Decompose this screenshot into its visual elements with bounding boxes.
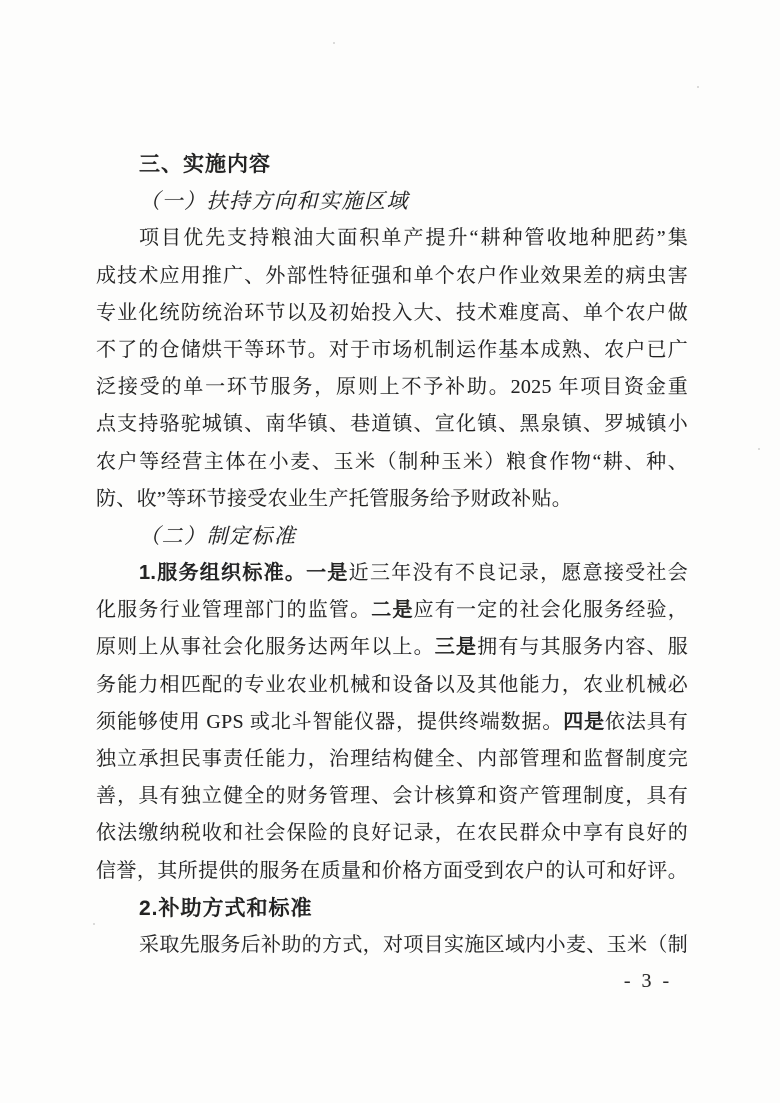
text-segment: 须能够使用 GPS 或北斗智能仪器，提供终端数据。 (96, 710, 564, 733)
text-segment: 化服务行业管理部门的监管。 (96, 599, 372, 622)
text-line (96, 853, 688, 890)
text-line (96, 741, 688, 778)
text-line (96, 481, 688, 518)
text-line (96, 927, 688, 964)
text-segment: 泛接受的单一环节服务，原则上不予补助。2025 年项目资金重 (96, 376, 688, 399)
text-line (96, 629, 688, 666)
text-segment: （二）制定标准 (139, 523, 297, 548)
text-segment: 三是 (434, 636, 478, 659)
scan-speckle (333, 42, 335, 44)
text-segment: 农户等经营主体在小麦、玉米（制种玉米）粮食作物“耕、种、 (96, 450, 688, 473)
text-segment: 四是 (563, 710, 606, 733)
text-segment: 项目优先支持粮油大面积单产提升“耕种管收地种肥药”集 (139, 227, 688, 250)
text-segment: 信誉，其所提供的服务在质量和价格方面受到农户的认可和好评。 (96, 859, 688, 882)
text-line (96, 778, 688, 815)
text-segment: 成技术应用推广、外部性特征强和单个农户作业效果差的病虫害 (96, 264, 688, 287)
text-line (96, 295, 688, 332)
text-line (96, 258, 688, 295)
text-segment: 依法具有 (605, 710, 688, 733)
text-segment: 2.补助方式和标准 (139, 896, 313, 920)
text-line (96, 592, 688, 629)
text-segment: 专业化统防统治环节以及初始投入大、技术难度高、单个农户做 (96, 301, 688, 324)
text-segment: 独立承担民事责任能力，治理结构健全、内部管理和监督制度完 (96, 748, 688, 770)
text-line (96, 332, 688, 369)
text-line (96, 518, 688, 555)
text-line (96, 444, 688, 481)
text-line (96, 369, 688, 406)
text-segment: 善，具有独立健全的财务管理、会计核算和资产管理制度，具有 (96, 785, 688, 808)
text-segment: 三、实施内容 (139, 153, 271, 176)
text-line (96, 815, 688, 852)
text-line (96, 220, 688, 257)
text-segment: 二是 (371, 599, 414, 622)
scan-speckle (697, 86, 699, 88)
scan-speckle (758, 448, 760, 450)
text-line (96, 704, 688, 741)
text-segment: 应有一定的社会化服务经验， (413, 599, 689, 622)
text-segment: 1.服务组织标准。一是 (139, 562, 349, 585)
text-segment: 务能力相匹配的专业农业机械和设备以及其他能力，农业机械必 (96, 673, 688, 696)
page-number: - 3 - (623, 970, 673, 992)
document-text (96, 146, 688, 964)
text-segment: 依法缴纳税收和社会保险的良好记录，在农民群众中享有良好的 (96, 822, 688, 845)
text-line (96, 406, 688, 443)
text-segment: 不了的仓储烘干等环节。对于市场机制运作基本成熟、农户已广 (96, 338, 688, 361)
text-segment: 点支持骆驼城镇、南华镇、巷道镇、宣化镇、黑泉镇、罗城镇小 (96, 413, 688, 436)
text-segment: 近三年没有不良记录，愿意接受社会 (348, 562, 688, 585)
text-segment: （一）扶持方向和实施区域 (139, 189, 409, 214)
text-segment: 原则上从事社会化服务达两年以上。 (96, 636, 435, 659)
text-line (96, 667, 688, 704)
text-line (96, 890, 688, 927)
text-line (96, 183, 688, 220)
text-line (96, 146, 688, 183)
text-line (96, 555, 688, 592)
scan-speckle (93, 923, 95, 925)
text-segment: 拥有与其服务内容、服 (477, 636, 688, 659)
text-segment: 采取先服务后补助的方式，对项目实施区域内小麦、玉米（制 (139, 933, 688, 956)
text-segment: 防、收”等环节接受农业生产托管服务给予财政补贴。 (96, 487, 573, 510)
